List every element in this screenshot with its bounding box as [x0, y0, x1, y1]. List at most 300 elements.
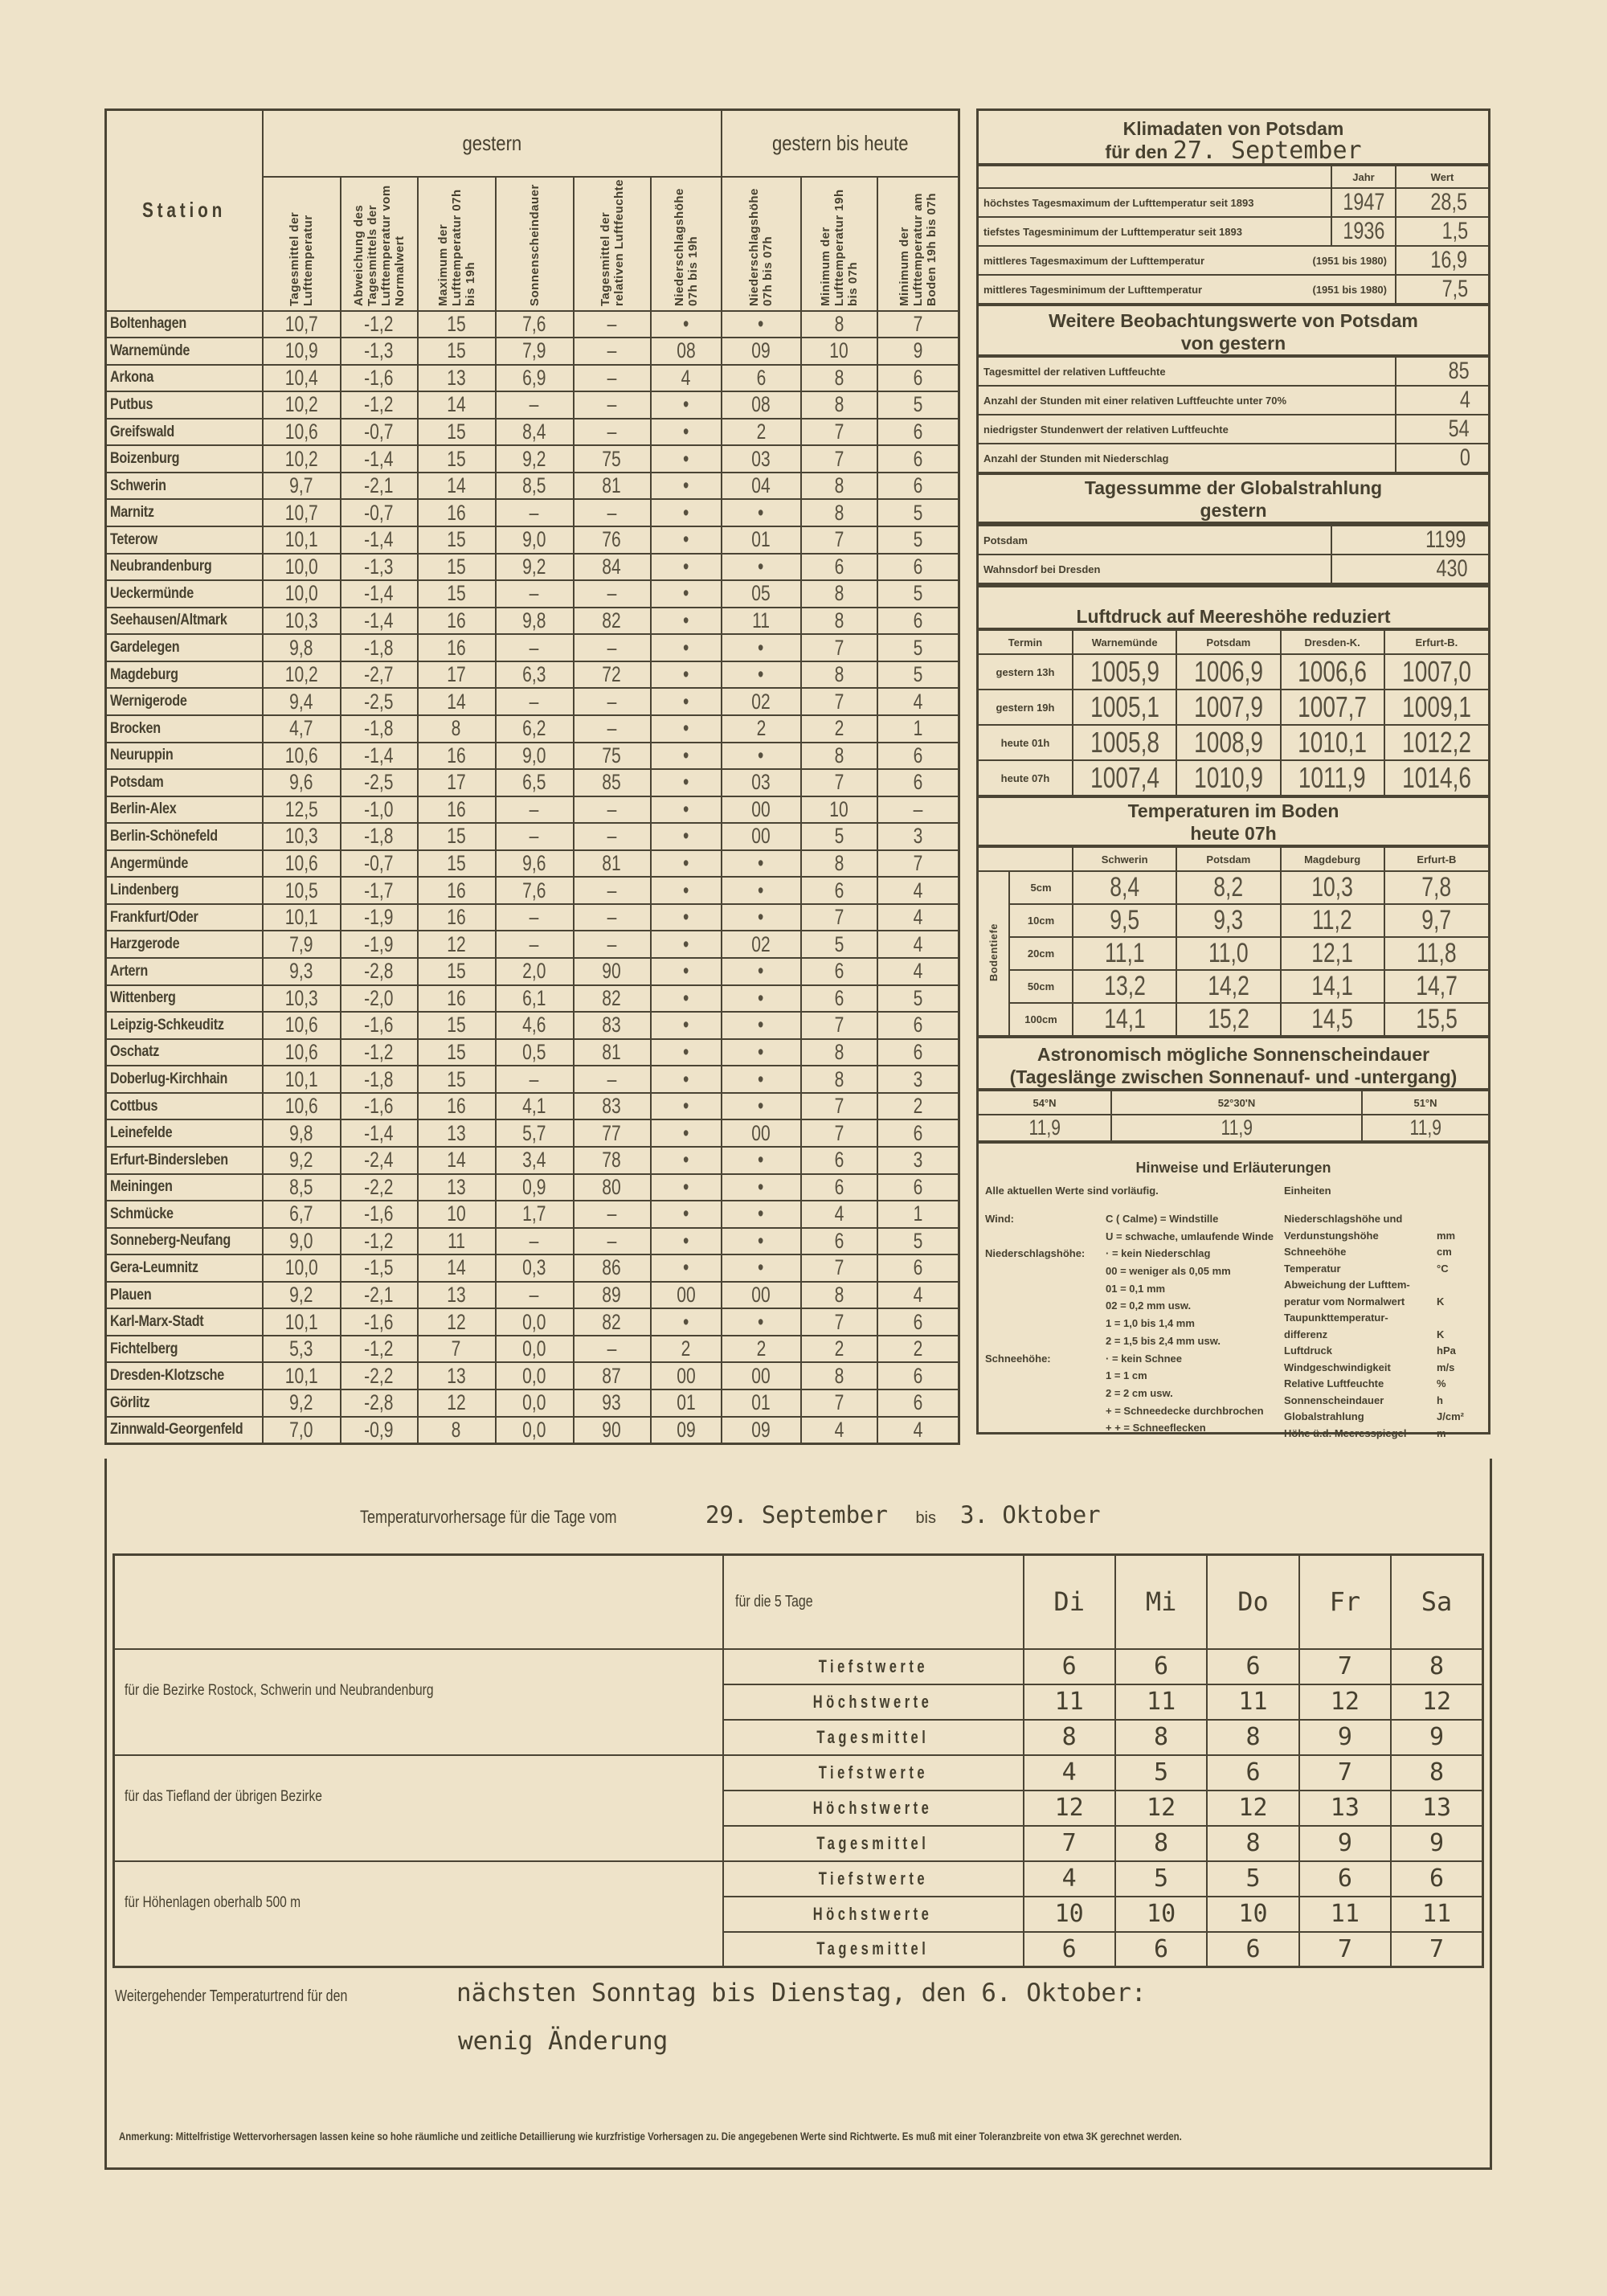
forecast-value	[1299, 1649, 1391, 1684]
forecast-number: 8	[1154, 1829, 1169, 1857]
cell-value: •	[682, 1255, 689, 1280]
forecast-value	[1299, 1826, 1391, 1861]
table-cell	[801, 823, 877, 850]
table-row	[106, 473, 959, 500]
forecast-number: 9	[1429, 1829, 1445, 1857]
depth-label: 10cm	[1009, 904, 1073, 937]
cell-value: –	[530, 796, 539, 821]
cell-value: 1	[913, 716, 923, 741]
cell-value: -1,4	[364, 581, 394, 606]
station-name	[106, 473, 263, 500]
cell-value: 11	[448, 1228, 465, 1253]
unit-symbol: h	[1437, 1394, 1443, 1406]
table-cell	[651, 1254, 722, 1282]
table-cell	[418, 688, 496, 715]
cell-value: 7,6	[522, 311, 546, 336]
station-label: Schmücke	[110, 1205, 174, 1222]
cell-value: 6	[913, 420, 923, 444]
column-header-label: Sonnenscheindauer	[527, 183, 542, 306]
table-row	[106, 769, 959, 796]
row-label	[723, 1791, 1024, 1826]
cell-value: 0,9	[522, 1174, 546, 1199]
trend-text: wenig Änderung	[458, 2027, 669, 2056]
forecast-value	[1115, 1684, 1207, 1720]
table-cell	[801, 1336, 877, 1363]
cell-value: 9,2	[289, 1390, 313, 1415]
cell-value: 6	[913, 365, 923, 390]
termin-label: gestern 19h	[979, 690, 1073, 725]
depth-label: 100cm	[1009, 1003, 1073, 1037]
unit-line	[1284, 1246, 1482, 1263]
table-cell	[263, 1308, 341, 1336]
table-cell	[418, 1362, 496, 1389]
cell-value: –	[530, 500, 539, 525]
table-cell	[418, 958, 496, 985]
table-cell	[651, 338, 722, 365]
table-row	[106, 850, 959, 878]
luftdruck-header: Erfurt-B.	[1384, 630, 1488, 654]
table-row	[106, 715, 959, 743]
table-cell	[496, 1012, 574, 1039]
hinweis-label: Schneehöhe:	[985, 1352, 1051, 1365]
station-label: Boizenburg	[110, 450, 180, 468]
table-cell	[496, 1119, 574, 1147]
table-cell	[263, 1039, 341, 1066]
cell-value: 75	[602, 446, 622, 471]
table-cell	[418, 391, 496, 419]
cell-value: 16	[447, 743, 466, 767]
forecast-number: 7	[1061, 1829, 1077, 1857]
table-cell	[651, 661, 722, 689]
table-cell	[651, 1201, 722, 1228]
table-row	[106, 1039, 959, 1066]
boden-header: Erfurt-B	[1384, 847, 1488, 871]
cell-value: 6	[913, 1120, 923, 1145]
forecast-value	[1024, 1684, 1115, 1720]
table-cell	[574, 904, 651, 931]
hinweis-line	[985, 1335, 1284, 1353]
station-label: Doberlug-Kirchhain	[110, 1070, 228, 1088]
forecast-value	[1207, 1720, 1298, 1755]
hinweis-text: + + = Schneeflecken	[1106, 1422, 1206, 1434]
table-cell	[651, 608, 722, 635]
table-cell	[877, 338, 959, 365]
station-name	[106, 715, 263, 743]
table-cell	[341, 1336, 418, 1363]
station-label: Arkona	[110, 369, 154, 387]
forecast-value	[1115, 1826, 1207, 1861]
cell-value: –	[530, 689, 539, 714]
forecast-value	[1207, 1826, 1298, 1861]
table-cell	[877, 1389, 959, 1417]
hinweis-label	[985, 1335, 1106, 1353]
cell-value: •	[682, 716, 689, 741]
table-cell	[801, 1282, 877, 1309]
cell-value: 03	[751, 446, 771, 471]
cell-value: -1,9	[364, 931, 394, 956]
table-cell	[418, 1201, 496, 1228]
table-cell	[801, 419, 877, 446]
forecast-value	[1391, 1684, 1482, 1720]
table-cell	[722, 1282, 801, 1309]
soil-temp	[1281, 871, 1384, 904]
pressure-value	[1281, 654, 1384, 690]
cell-value: -2,1	[364, 473, 394, 498]
soil-temp-value: 8,2	[1213, 872, 1244, 902]
right-panel	[976, 108, 1490, 1439]
table-cell	[418, 499, 496, 526]
table-cell	[651, 850, 722, 878]
cell-value: 9,2	[289, 1148, 313, 1173]
table-cell	[651, 715, 722, 743]
table-cell	[651, 958, 722, 985]
pressure-number: 1007,7	[1298, 690, 1368, 723]
cell-value: 14	[447, 473, 466, 498]
cell-value: 10,0	[284, 581, 318, 606]
forecast-table	[112, 1553, 1484, 1968]
cell-value: 17	[447, 770, 466, 795]
cell-value: 10,5	[284, 878, 318, 902]
forecast-value	[1391, 1791, 1482, 1826]
forecast-number: 10	[1054, 1900, 1084, 1928]
table-row	[106, 1174, 959, 1201]
table-row	[106, 445, 959, 473]
cell-value: 10,1	[284, 1363, 318, 1388]
cell-value: 0,0	[522, 1363, 546, 1388]
cell-value: 2	[756, 420, 766, 444]
cell-value: 93	[602, 1390, 622, 1415]
hinweis-label	[985, 1230, 1106, 1248]
table-cell	[574, 688, 651, 715]
station-name	[106, 311, 263, 338]
cell-value: 9,4	[289, 689, 313, 714]
table-cell	[418, 1282, 496, 1309]
table-cell	[263, 1228, 341, 1255]
table-cell	[651, 985, 722, 1013]
cell-value: 6	[913, 1255, 923, 1280]
station-name	[106, 1389, 263, 1417]
hinweis-line	[985, 1353, 1284, 1370]
station-label: Marnitz	[110, 504, 154, 522]
cell-value: •	[758, 311, 764, 336]
table-cell	[263, 311, 341, 338]
table-cell	[651, 1308, 722, 1336]
cell-value: 6	[913, 608, 923, 632]
table-row	[106, 580, 959, 608]
table-cell	[341, 661, 418, 689]
station-name	[106, 661, 263, 689]
cell-value: 7	[834, 689, 844, 714]
soil-temp-value: 11,1	[1104, 938, 1145, 968]
cell-value: -1,8	[364, 635, 394, 660]
cell-value: 00	[676, 1363, 696, 1388]
table-cell	[263, 1147, 341, 1174]
table-cell	[801, 931, 877, 958]
column-header	[651, 177, 722, 311]
hinweis-label	[985, 1317, 1106, 1335]
cell-value: •	[682, 446, 689, 471]
table-cell	[341, 796, 418, 824]
cell-value: 2	[756, 1336, 766, 1361]
cell-value: –	[607, 878, 617, 902]
station-label: Brocken	[110, 719, 161, 737]
cell-value: 7	[834, 527, 844, 552]
table-cell	[877, 769, 959, 796]
table-cell	[877, 473, 959, 500]
station-label: Schwerin	[110, 477, 166, 494]
cell-value: -2,1	[364, 1283, 394, 1308]
cell-value: •	[758, 662, 764, 687]
table-cell	[722, 311, 801, 338]
table-cell	[263, 445, 341, 473]
table-cell	[341, 445, 418, 473]
forecast-number: 12	[1147, 1794, 1176, 1822]
unit-name: Schneehöhe	[1284, 1246, 1347, 1258]
table-cell	[722, 338, 801, 365]
table-cell	[722, 365, 801, 392]
table-cell	[722, 769, 801, 796]
cell-value: 8	[834, 608, 844, 632]
table-cell	[877, 1362, 959, 1389]
forecast-value	[1207, 1649, 1298, 1684]
cell-value: 8	[834, 1066, 844, 1091]
table-cell	[263, 580, 341, 608]
period-label	[723, 1555, 1024, 1649]
table-cell	[877, 1308, 959, 1336]
cell-value: 4	[681, 365, 691, 390]
cell-value: –	[530, 931, 539, 956]
table-cell	[801, 1308, 877, 1336]
forecast-value	[1299, 1755, 1391, 1791]
pressure-number: 1010,1	[1298, 726, 1368, 759]
cell-value: 3,4	[522, 1148, 546, 1173]
table-cell	[341, 1066, 418, 1093]
table-cell	[341, 1308, 418, 1336]
table-row	[106, 904, 959, 931]
cell-value: -1,4	[364, 1120, 394, 1145]
pressure-number: 1010,9	[1193, 761, 1263, 794]
station-label: Magdeburg	[110, 665, 178, 683]
table-cell	[418, 796, 496, 824]
soil-temp	[1176, 1003, 1280, 1037]
table-cell	[574, 1174, 651, 1201]
cell-value: •	[682, 878, 689, 902]
day-header	[1299, 1555, 1391, 1649]
table-cell	[801, 661, 877, 689]
station-label: Frankfurt/Oder	[110, 908, 198, 926]
cell-value: 09	[751, 1417, 771, 1442]
region-label: für Höhenlagen oberhalb 500 m	[125, 1893, 301, 1911]
soil-temp-value: 14,7	[1416, 971, 1458, 1001]
pressure-number: 1005,8	[1090, 726, 1159, 759]
cell-value: •	[682, 770, 689, 795]
table-cell	[574, 1254, 651, 1282]
cell-value: 14	[447, 1148, 466, 1173]
table-cell	[263, 1119, 341, 1147]
station-name	[106, 419, 263, 446]
unit-line	[1284, 1394, 1482, 1411]
forecast-number: 7	[1337, 1652, 1352, 1680]
table-cell	[801, 1389, 877, 1417]
cell-value: 8	[452, 716, 461, 741]
forecast-number: 7	[1337, 1934, 1352, 1963]
cell-value: 10,6	[284, 1013, 318, 1037]
cell-value: 10,1	[284, 527, 318, 552]
table-cell	[722, 1308, 801, 1336]
cell-value: •	[682, 905, 689, 930]
luftdruck-header: Dresden-K.	[1281, 630, 1384, 654]
cell-value: 5	[834, 931, 844, 956]
cell-value: 2	[681, 1336, 691, 1361]
cell-value: 6	[913, 473, 923, 498]
table-cell	[801, 850, 877, 878]
table-cell	[418, 1039, 496, 1066]
table-cell	[801, 877, 877, 904]
forecast-value	[1115, 1791, 1207, 1826]
cell-value: 00	[676, 1283, 696, 1308]
forecast-number: 5	[1154, 1758, 1169, 1786]
station-label: Berlin-Alex	[110, 800, 177, 818]
unit-name: Höhe ü.d. Meeresspiegel	[1284, 1426, 1407, 1439]
table-cell	[722, 419, 801, 446]
cell-value: 3	[913, 1066, 923, 1091]
cell-value: •	[682, 689, 689, 714]
forecast-number: 9	[1337, 1829, 1352, 1857]
cell-value: 6,7	[289, 1201, 313, 1226]
cell-value: –	[607, 392, 617, 417]
group-gestern: gestern	[263, 110, 722, 177]
cell-value: 9,8	[289, 635, 313, 660]
table-row	[106, 1066, 959, 1093]
cell-value: 9,0	[522, 527, 546, 552]
table-cell	[418, 823, 496, 850]
table-cell	[651, 1039, 722, 1066]
table-cell	[418, 580, 496, 608]
unit-symbol: J/cm²	[1437, 1410, 1464, 1422]
pressure-value	[1281, 725, 1384, 760]
day-label: Di	[1053, 1586, 1085, 1618]
cell-value: •	[758, 1309, 764, 1334]
table-cell	[877, 445, 959, 473]
soil-temp	[1176, 871, 1280, 904]
hinweis-line	[985, 1299, 1284, 1317]
table-cell	[341, 1228, 418, 1255]
cell-value: •	[682, 554, 689, 579]
luftdruck-title: Luftdruck auf Meereshöhe reduziert	[979, 587, 1488, 629]
table-row	[106, 743, 959, 770]
period-label-text: für die 5 Tage	[734, 1592, 813, 1610]
cell-value: 13	[447, 1120, 466, 1145]
table-cell	[877, 877, 959, 904]
table-cell	[651, 904, 722, 931]
unit-symbol: m	[1437, 1426, 1446, 1439]
forecast-value	[1207, 1932, 1298, 1967]
forecast-value	[1299, 1791, 1391, 1826]
cell-value: 81	[602, 851, 622, 876]
astro-table: 54°N 52°30'N 51°N 11,9 11,9 11,9	[979, 1090, 1488, 1144]
table-cell	[651, 499, 722, 526]
table-cell	[496, 526, 574, 554]
table-cell	[418, 365, 496, 392]
station-label: Fichtelberg	[110, 1340, 178, 1357]
unit-symbol: hPa	[1437, 1344, 1456, 1357]
table-cell	[574, 985, 651, 1013]
column-header-label: Abweichung des Tagesmittels der Lufttemperatur vom Normalwert	[351, 184, 407, 306]
cell-value: •	[758, 743, 764, 767]
cell-value: 0,0	[522, 1417, 546, 1442]
unit-name: Sonnenscheindauer	[1284, 1394, 1384, 1406]
table-cell	[263, 769, 341, 796]
station-name	[106, 526, 263, 554]
table-cell	[801, 473, 877, 500]
hinweis-line	[985, 1369, 1284, 1387]
pressure-value	[1073, 760, 1176, 796]
soil-temp-value: 12,1	[1311, 938, 1353, 968]
forecast-number: 6	[1154, 1934, 1169, 1963]
pressure-value	[1176, 725, 1280, 760]
cell-value: •	[758, 959, 764, 984]
station-label: Erfurt-Bindersleben	[110, 1151, 228, 1168]
forecast-value	[1024, 1755, 1115, 1791]
cell-value: –	[530, 1066, 539, 1091]
table-cell	[722, 554, 801, 581]
table-cell	[263, 526, 341, 554]
cell-value: 10,3	[284, 608, 318, 632]
station-name	[106, 1254, 263, 1282]
table-cell	[263, 1389, 341, 1417]
table-cell	[722, 1066, 801, 1093]
forecast-number: 11	[1421, 1900, 1452, 1928]
cell-value: –	[607, 1201, 617, 1226]
cell-value: 9,0	[289, 1228, 313, 1253]
table-cell	[418, 311, 496, 338]
unit-line	[1284, 1213, 1482, 1230]
cell-value: 12	[447, 931, 466, 956]
cell-value: 9,2	[522, 446, 546, 471]
soil-temp	[1384, 904, 1488, 937]
cell-value: •	[682, 473, 689, 498]
column-header	[341, 177, 418, 311]
hinweis-line	[985, 1265, 1284, 1283]
forecast-number: 11	[1238, 1688, 1268, 1716]
table-cell	[722, 688, 801, 715]
cell-value: –	[607, 689, 617, 714]
table-cell	[877, 1039, 959, 1066]
cell-value: •	[758, 500, 764, 525]
table-cell	[801, 338, 877, 365]
cell-value: –	[607, 716, 617, 741]
table-cell	[496, 661, 574, 689]
cell-value: •	[682, 1094, 689, 1119]
table-cell	[801, 1093, 877, 1120]
station-header: Station	[106, 110, 263, 311]
table-cell	[801, 1039, 877, 1066]
table-cell	[496, 365, 574, 392]
day-label: Mi	[1145, 1586, 1177, 1618]
cell-value: •	[682, 662, 689, 687]
cell-value: 5	[913, 635, 923, 660]
forecast-number: 13	[1330, 1794, 1360, 1822]
hinweis-label	[985, 1283, 1106, 1300]
cell-value: -1,2	[364, 392, 394, 417]
table-cell	[722, 1012, 801, 1039]
table-cell	[801, 499, 877, 526]
row-label-text: Tagesmittel	[816, 1726, 930, 1747]
cell-value: 10,6	[284, 1094, 318, 1119]
station-label: Neuruppin	[110, 747, 174, 764]
pressure-number: 1011,9	[1298, 761, 1367, 794]
table-cell	[877, 1201, 959, 1228]
